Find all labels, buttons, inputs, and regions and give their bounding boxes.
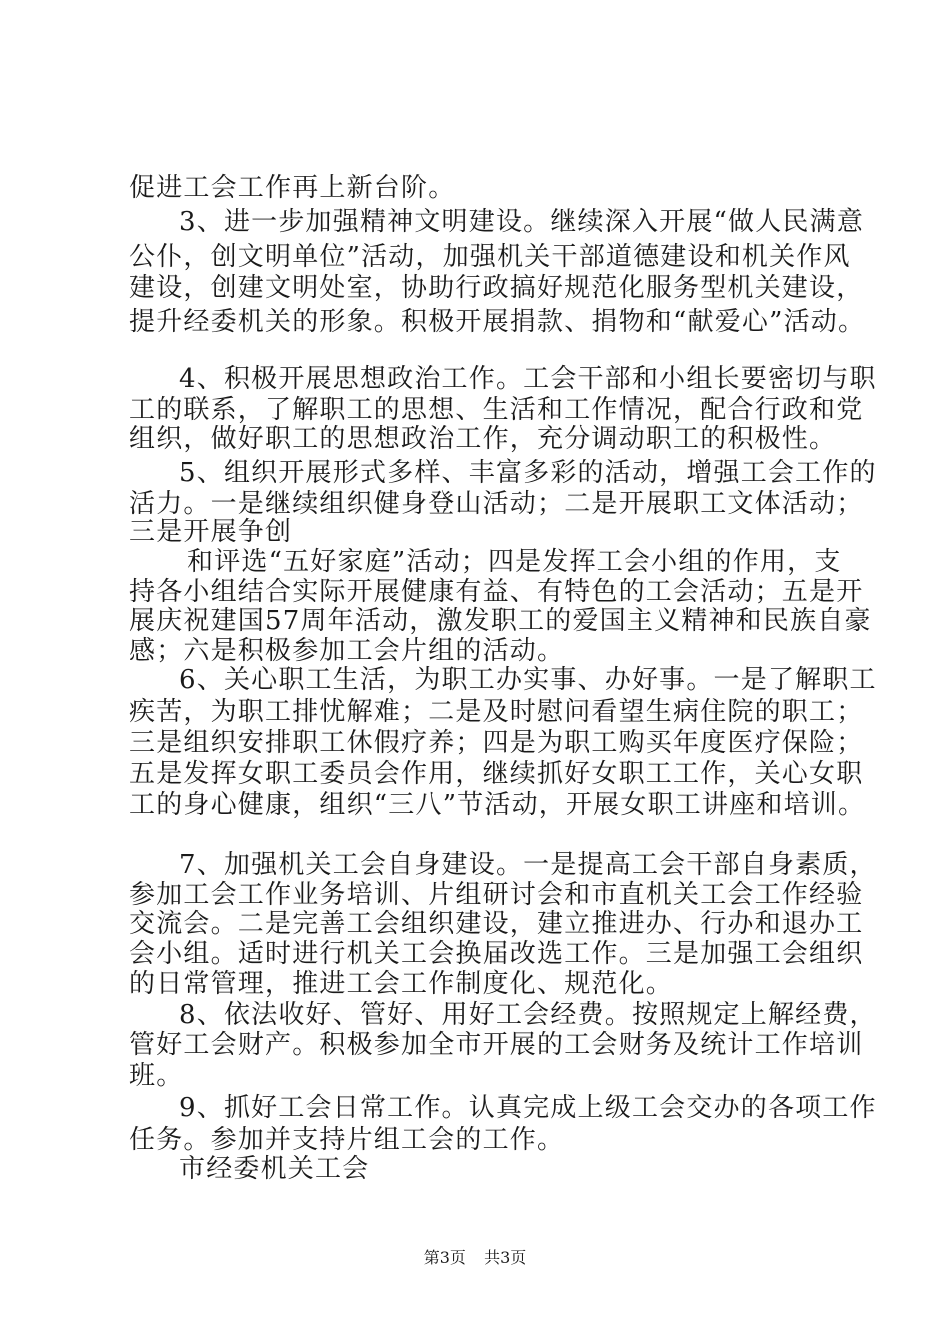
text-line: 会小组。适时进行机关工会换届改选工作。三是加强工会组织: [129, 939, 864, 969]
text-line: 8、依法收好、管好、用好工会经费。按照规定上解经费，: [179, 1000, 877, 1030]
text-line: 任务。参加并支持片组工会的工作。: [129, 1125, 565, 1155]
text-line: 工的身心健康，组织“三八”节活动，开展女职工讲座和培训。: [129, 790, 866, 820]
text-line: 持各小组结合实际开展健康有益、有特色的工会活动；五是开: [129, 577, 864, 607]
page-number: 第3页: [423, 1248, 466, 1267]
text-line: 5、组织开展形式多样、丰富多彩的活动，增强工会工作的: [179, 458, 877, 488]
text-line: 展庆祝建国57周年活动，激发职工的爱国主义精神和民族自豪: [129, 606, 872, 636]
text-line: 3、进一步加强精神文明建设。继续深入开展“做人民满意: [179, 207, 865, 237]
text-line: 4、积极开展思想政治工作。工会干部和小组长要密切与职: [179, 364, 877, 394]
text-line: 9、抓好工会日常工作。认真完成上级工会交办的各项工作: [179, 1093, 877, 1123]
text-line: 五是发挥女职工委员会作用，继续抓好女职工工作，关心女职: [129, 759, 864, 789]
text-line: 促进工会工作再上新台阶。: [129, 173, 456, 203]
text-line: 交流会。二是完善工会组织建设，建立推进办、行办和退办工: [129, 909, 864, 939]
text-line: 工的联系，了解职工的思想、生活和工作情况，配合行政和党: [129, 395, 864, 425]
text-line: 疾苦，为职工排忧解难；二是及时慰问看望生病住院的职工；: [129, 697, 864, 727]
text-line: 和评选“五好家庭”活动；四是发挥工会小组的作用，支: [187, 547, 842, 577]
text-line: 三是开展争创: [129, 517, 293, 547]
text-line: 公仆，创文明单位”活动，加强机关干部道德建设和机关作风: [129, 242, 851, 272]
text-line: 班。: [129, 1061, 184, 1091]
text-line: 管好工会财产。积极参加全市开展的工会财务及统计工作培训: [129, 1030, 864, 1060]
page-total: 共3页: [484, 1248, 527, 1267]
text-line: 提升经委机关的形象。积极开展捐款、捐物和“献爱心”活动。: [129, 307, 866, 337]
text-line: 建设，创建文明处室，协助行政搞好规范化服务型机关建设，: [129, 273, 864, 303]
text-line: 活力。一是继续组织健身登山活动；二是开展职工文体活动；: [129, 489, 864, 519]
text-line: 组织，做好职工的思想政治工作，充分调动职工的积极性。: [129, 424, 837, 454]
text-line: 7、加强机关工会自身建设。一是提高工会干部自身素质，: [179, 850, 877, 880]
text-line: 6、关心职工生活，为职工办实事、办好事。一是了解职工: [179, 665, 877, 695]
text-line: 的日常管理，推进工会工作制度化、规范化。: [129, 969, 674, 999]
text-line: 感；六是积极参加工会片组的活动。: [129, 636, 565, 666]
text-line: 参加工会工作业务培训、片组研讨会和市直机关工会工作经验: [129, 880, 864, 910]
signature-org: 市经委机关工会: [179, 1154, 370, 1184]
text-line: 三是组织安排职工休假疗养；四是为职工购买年度医疗保险；: [129, 728, 864, 758]
page-footer: [0, 1248, 950, 1268]
